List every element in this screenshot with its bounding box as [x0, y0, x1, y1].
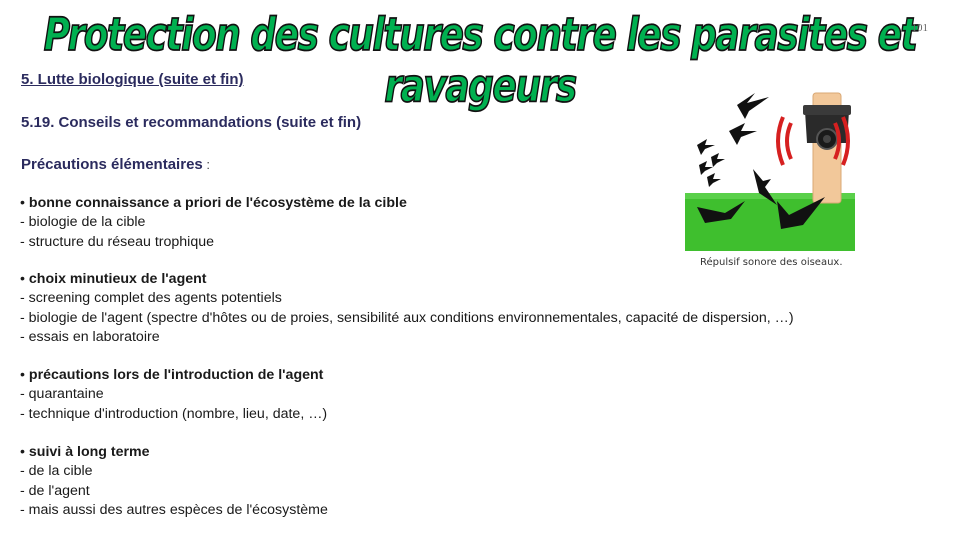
bullet-item: - structure du réseau trophique [20, 233, 215, 250]
bullet-head-text: bonne connaissance a priori de l'écosystème de la cible [28, 195, 407, 211]
bullet-block-monitoring [20, 443, 328, 520]
section-heading: 5. Lutte biologique (suite et fin) [21, 71, 244, 88]
bullet-item: - de l'agent [20, 482, 90, 499]
page-number: 101 [911, 22, 928, 34]
bullet-block-ecosystem [20, 194, 407, 252]
photo-caption: Répulsif sonore des oiseaux. [700, 257, 843, 268]
bullet-item: - screening complet des agents potentiels [20, 290, 282, 307]
bullet-dot: • [20, 367, 29, 383]
bullet-item: - quarantaine [20, 386, 104, 403]
bullet-item: - biologie de la cible [20, 214, 146, 231]
bullet-head [20, 443, 328, 462]
bullet-dot: • [20, 444, 29, 460]
device-top [803, 105, 851, 115]
bullet-item: - essais en laboratoire [20, 328, 160, 345]
bird-repeller-photo [685, 83, 855, 251]
bullet-item: - technique d'introduction (nombre, lieu, date, …) [20, 405, 328, 422]
precautions-label: Précautions élémentaires [21, 156, 203, 173]
bullet-head-text: suivi à long terme [28, 444, 150, 460]
precautions-colon: : [202, 157, 210, 172]
bullet-head-text: choix minutieux de l'agent [28, 271, 207, 287]
bullet-item: - biologie de l'agent (spectre d'hôtes ou de proies, sensibilité aux conditions environnementales, capacité de dispersion, …) [20, 309, 794, 326]
bullet-dot: • [20, 271, 29, 287]
bullet-block-introduction [20, 366, 327, 424]
bullet-block-agent-choice [20, 270, 794, 347]
precautions-heading [21, 156, 210, 173]
subsection-heading: 5.19. Conseils et recommandations (suite et fin) [21, 114, 362, 131]
bullet-item: - de la cible [20, 463, 93, 480]
bullet-head [20, 366, 327, 385]
bullet-head [20, 270, 794, 289]
bullet-head [20, 194, 407, 213]
bird-repeller-illustration [685, 83, 855, 251]
bullet-item: - mais aussi des autres espèces de l'écosystème [20, 501, 328, 518]
bullet-head-text: précautions lors de l'introduction de l'agent [28, 367, 324, 383]
slide-title: Protection des cultures contre les parasites et ravageurs [43, 10, 917, 113]
bullet-dot: • [20, 195, 29, 211]
